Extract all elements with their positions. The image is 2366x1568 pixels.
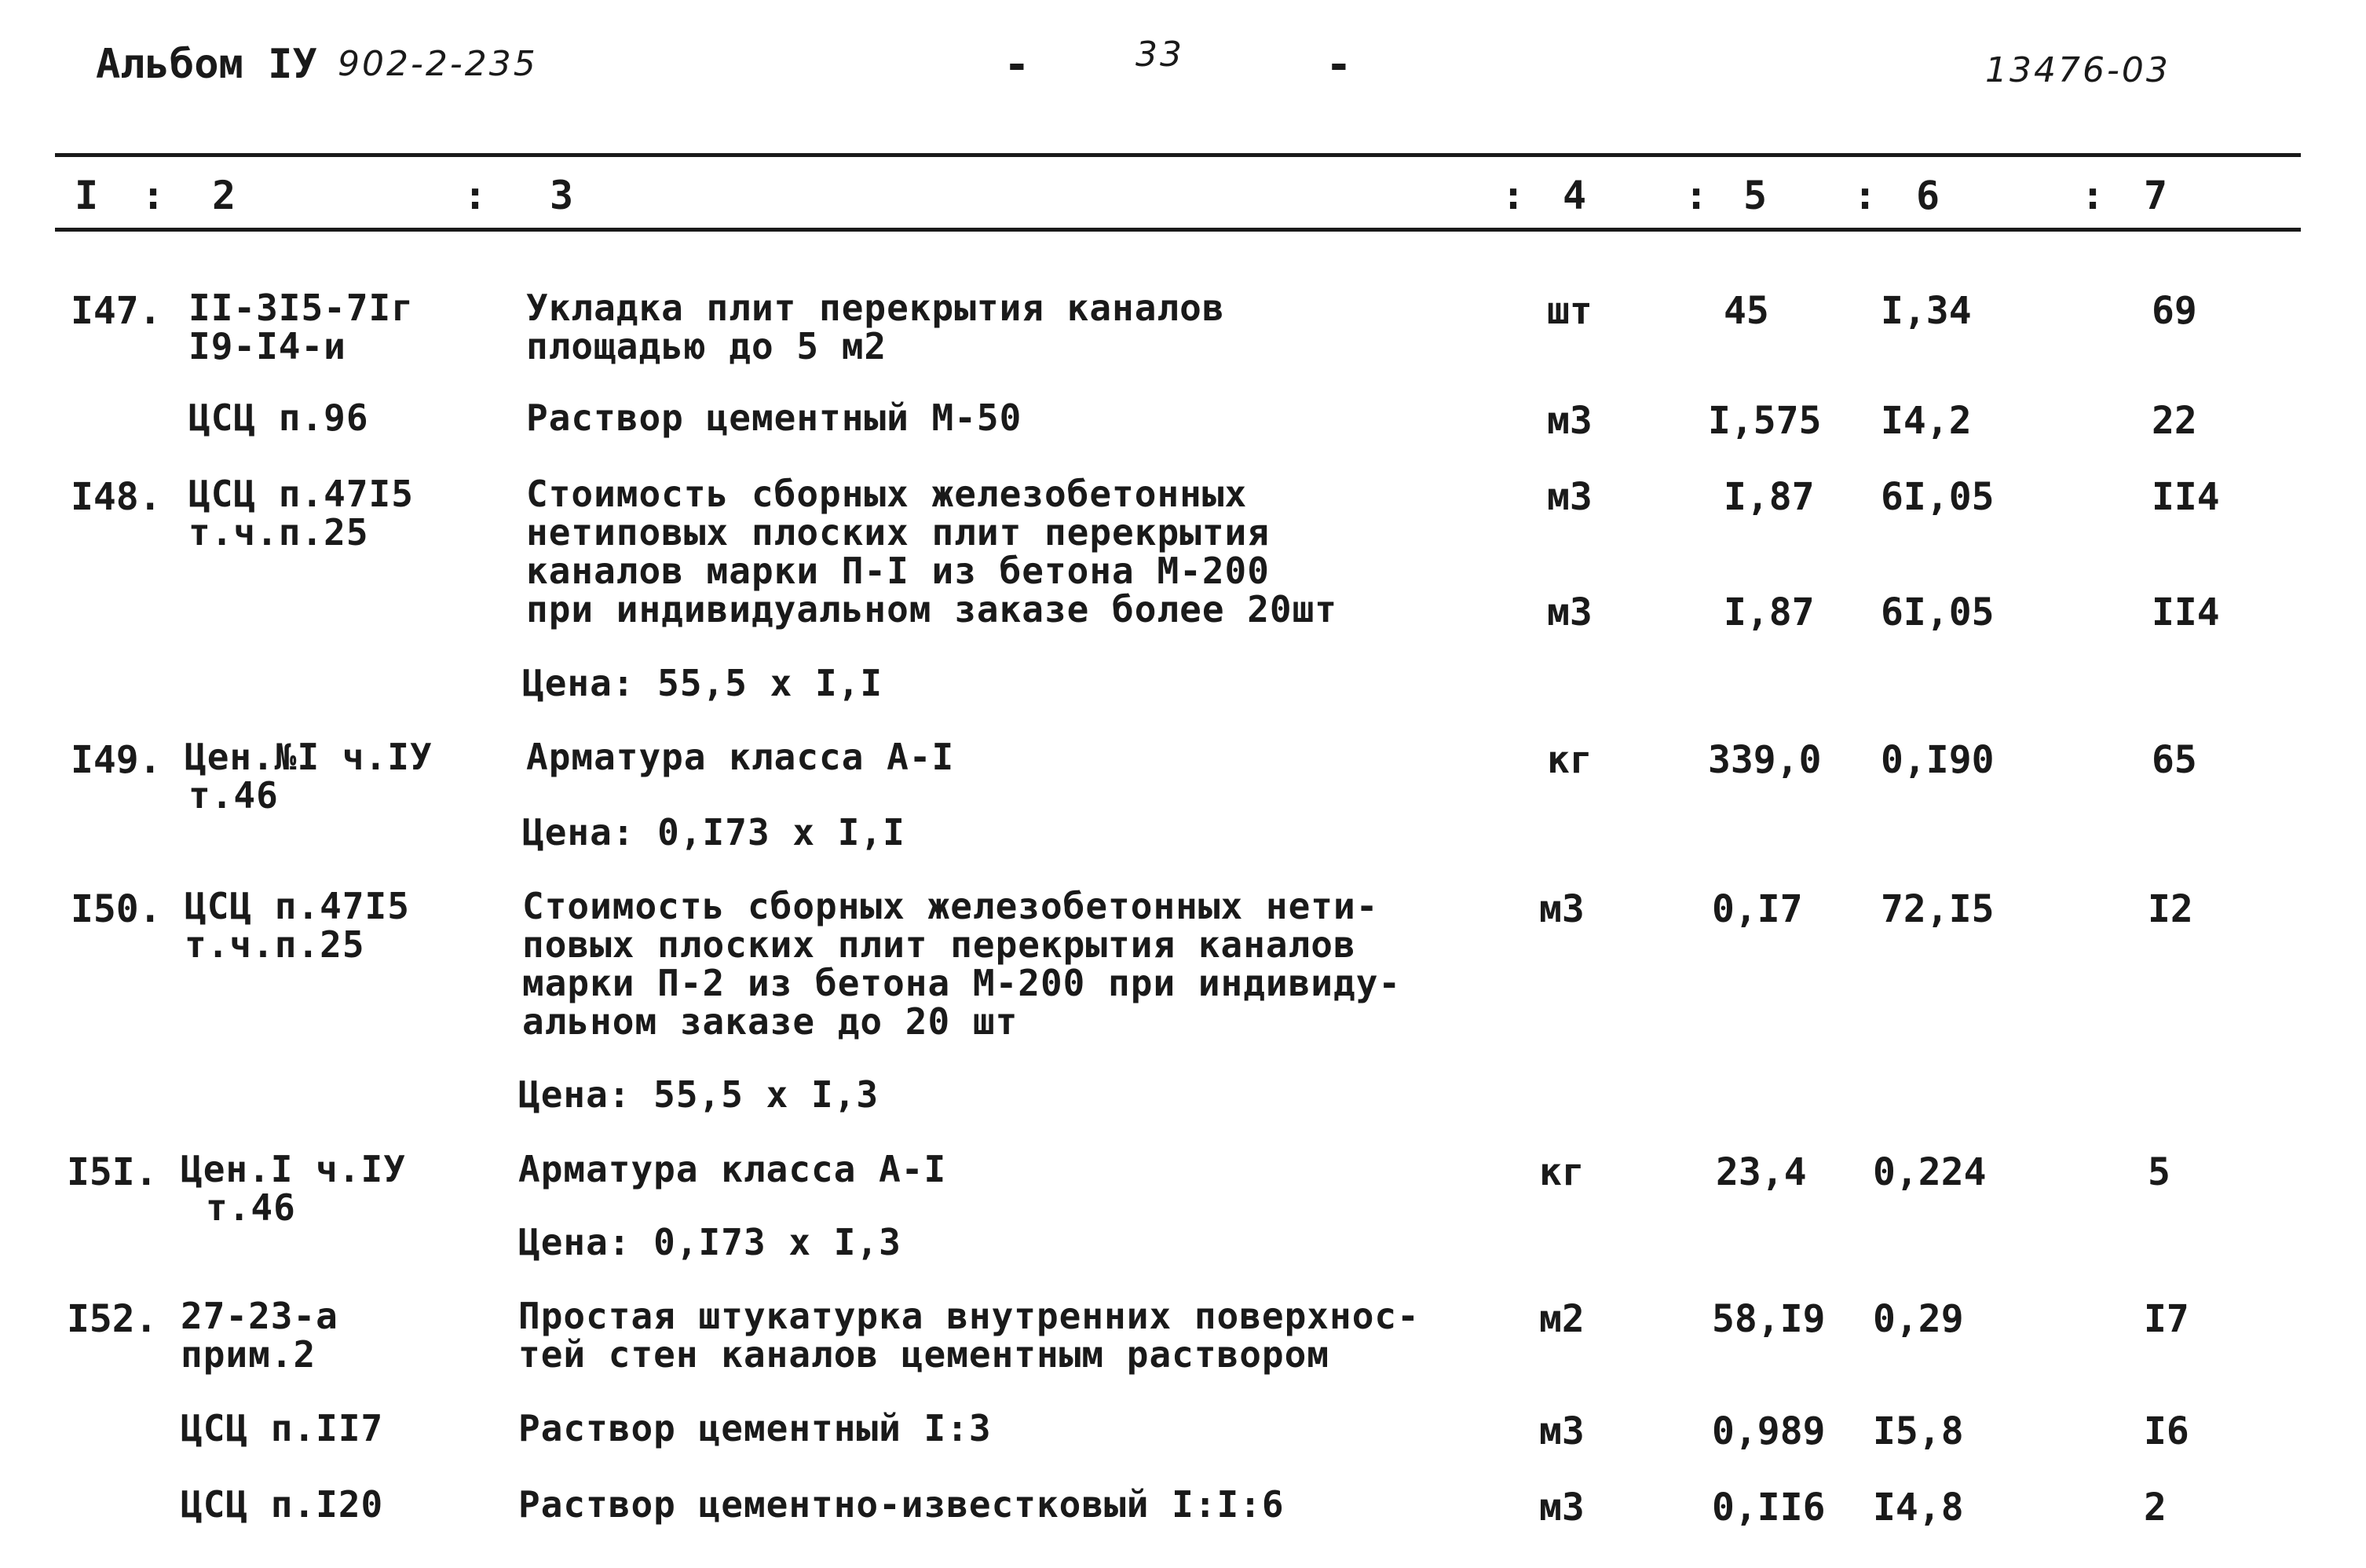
row-number: I52. [67,1297,158,1341]
unit-price-cell: 0,29 [1873,1297,1964,1341]
code-line: ЦСЦ п.47I5 [185,885,410,927]
page-number-left-dash: - [1004,39,1030,90]
quantity-cell: 0,989 [1712,1409,1826,1453]
code-line: 27-23-а [181,1295,338,1337]
unit-price-cell: I5,8 [1873,1409,1964,1453]
row-number: I49. [71,738,162,782]
code-line: прим.2 [181,1333,316,1376]
description-line: при индивидуальном заказе более 20шт [526,588,1337,630]
unit-cell: кг [1547,738,1593,782]
total-cell: II4 [2152,475,2220,519]
column-separator-6: : [2081,173,2105,218]
description-line: Арматура класса А-I [526,736,955,778]
code-line: ЦСЦ п.96 [188,397,369,439]
total-cell: I7 [2144,1297,2189,1341]
total-cell: 65 [2152,738,2197,782]
quantity-cell: 0,II6 [1712,1486,1826,1530]
column-header-5: 5 [1743,173,1768,218]
code-line: II-3I5-7Iг [188,287,414,329]
total-cell: II4 [2152,590,2220,634]
unit-price-cell: 0,I90 [1881,738,1995,782]
column-separator-2: : [463,173,488,218]
total-cell: I6 [2144,1409,2189,1453]
code-line: Цен.I ч.IУ [181,1148,406,1190]
total-cell: 69 [2152,289,2197,333]
total-cell: I2 [2148,887,2193,931]
unit-price-cell: I4,8 [1873,1486,1964,1530]
description-line: Стоимость сборных железобетонных нети- [522,885,1379,927]
code-line: Цен.№I ч.IУ [185,736,433,778]
code-line: I9-I4-и [188,325,346,367]
quantity-cell: 45 [1724,289,1769,333]
quantity-cell: I,87 [1724,475,1815,519]
column-header-1: I [75,173,99,218]
description-line: Простая штукатурка внутренних поверхнос- [518,1295,1420,1337]
column-separator-1: : [141,173,166,218]
description-line: тей стен каналов цементным раствором [518,1333,1329,1376]
total-cell: 22 [2152,399,2197,443]
row-number: I47. [71,289,162,333]
price-note: Цена: 55,5 х I,I [522,662,883,704]
album-code: 902-2-235 [338,44,538,84]
unit-cell: кг [1539,1150,1585,1194]
description-line: каналов марки П-I из бетона М-200 [526,550,1270,592]
row-number: I5I. [67,1150,158,1194]
unit-cell: м3 [1539,1486,1585,1530]
header-bottom-rule [55,228,2301,232]
row-number: I48. [71,475,162,519]
unit-price-cell: 6I,05 [1881,475,1995,519]
description-line: площадью до 5 м2 [526,325,887,367]
quantity-cell: 23,4 [1716,1150,1807,1194]
column-header-3: 3 [550,173,574,218]
code-line: т.ч.п.25 [185,923,365,966]
column-header-4: 4 [1563,173,1587,218]
unit-price-cell: 0,224 [1873,1150,1987,1194]
description-line: Арматура класса А-I [518,1148,947,1190]
description-line: нетиповых плоских плит перекрытия [526,511,1270,554]
unit-cell: м3 [1547,399,1593,443]
unit-price-cell: 6I,05 [1881,590,1995,634]
code-line: ЦСЦ п.47I5 [188,473,414,515]
price-note: Цена: 0,I73 х I,I [522,811,905,853]
description-line: Стоимость сборных железобетонных [526,473,1248,515]
row-number: I50. [71,887,162,931]
quantity-cell: 58,I9 [1712,1297,1826,1341]
code-line: ЦСЦ п.II7 [181,1407,384,1449]
column-header-7: 7 [2144,173,2168,218]
unit-cell: шт [1547,289,1593,333]
description-line: Раствор цементный I:3 [518,1407,992,1449]
unit-cell: м3 [1539,887,1585,931]
quantity-cell: I,575 [1708,399,1822,443]
total-cell: 2 [2144,1486,2167,1530]
column-separator-3: : [1501,173,1526,218]
code-line: т.ч.п.25 [188,511,369,554]
code-line: т.46 [188,774,279,817]
unit-cell: м3 [1547,475,1593,519]
album-label: Альбом IУ [96,41,317,88]
unit-cell: м2 [1539,1297,1585,1341]
unit-cell: м3 [1547,590,1593,634]
unit-price-cell: I4,2 [1881,399,1972,443]
unit-cell: м3 [1539,1409,1585,1453]
column-separator-5: : [1853,173,1878,218]
page-number: 33 [1135,35,1184,75]
page-number-right-dash: - [1326,39,1352,90]
description-line: альном заказе до 20 шт [522,1000,1018,1043]
document-number: 13476-03 [1985,50,2170,90]
total-cell: 5 [2148,1150,2170,1194]
unit-price-cell: 72,I5 [1881,887,1995,931]
quantity-cell: 0,I7 [1712,887,1803,931]
column-header-6: 6 [1916,173,1940,218]
column-separator-4: : [1684,173,1709,218]
code-line: т.46 [206,1186,296,1229]
price-note: Цена: 0,I73 х I,3 [518,1221,901,1263]
description-line: Раствор цементно-известковый I:I:6 [518,1483,1285,1526]
quantity-cell: I,87 [1724,590,1815,634]
quantity-cell: 339,0 [1708,738,1822,782]
description-line: повых плоских плит перекрытия каналов [522,923,1356,966]
unit-price-cell: I,34 [1881,289,1972,333]
price-note: Цена: 55,5 х I,3 [518,1073,879,1116]
description-line: марки П-2 из бетона М-200 при индивиду- [522,962,1402,1004]
column-header-2: 2 [212,173,236,218]
header-top-rule [55,153,2301,157]
description-line: Укладка плит перекрытия каналов [526,287,1225,329]
description-line: Раствор цементный М-50 [526,397,1022,439]
code-line: ЦСЦ п.I20 [181,1483,384,1526]
